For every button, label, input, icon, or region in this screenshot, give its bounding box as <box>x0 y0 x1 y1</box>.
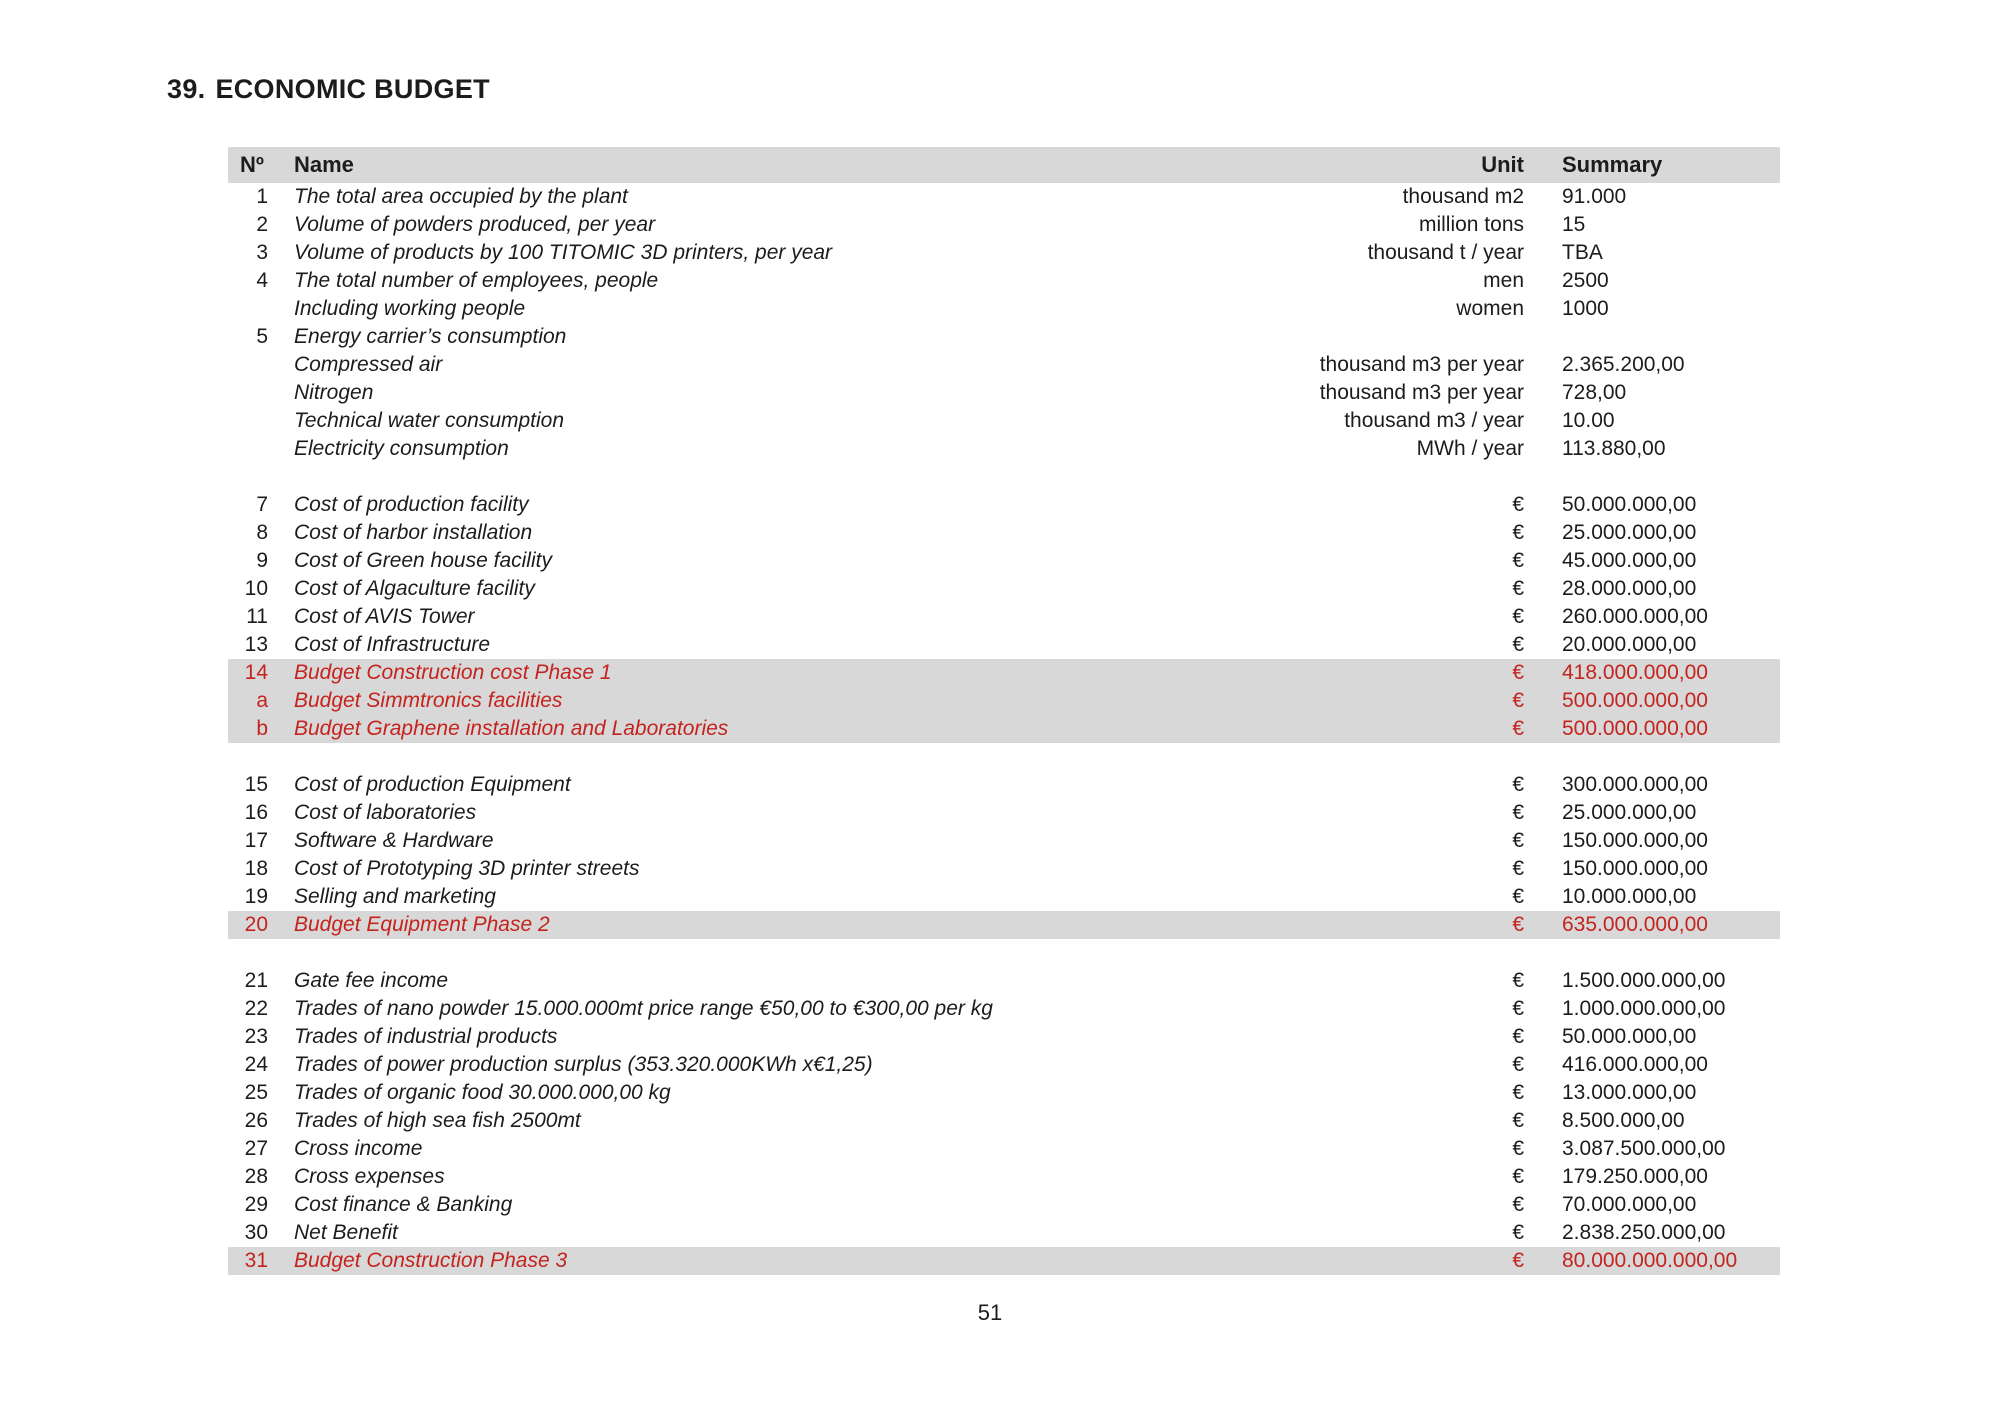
row-name: Including working people <box>294 297 526 320</box>
table-row <box>228 239 1780 267</box>
row-summary: 416.000.000,00 <box>1562 1053 1708 1076</box>
row-name: Energy carrier’s consumption <box>294 325 567 348</box>
row-name: Cost of Prototyping 3D printer streets <box>294 857 640 880</box>
row-summary: 1.000.000.000,00 <box>1562 997 1726 1020</box>
row-summary: 2.838.250.000,00 <box>1562 1221 1726 1244</box>
row-name: Cost of production facility <box>294 493 529 516</box>
row-name: The total area occupied by the plant <box>294 185 628 208</box>
row-no: 4 <box>256 269 268 292</box>
row-summary: 50.000.000,00 <box>1562 493 1697 516</box>
row-unit: € <box>1512 1193 1524 1216</box>
table-spacer-row <box>228 463 1780 491</box>
row-name: Budget Construction cost Phase 1 <box>294 661 612 684</box>
row-summary: 50.000.000,00 <box>1562 1025 1697 1048</box>
row-no: 14 <box>244 661 268 684</box>
table-row <box>228 1163 1780 1191</box>
row-no: 30 <box>244 1221 268 1244</box>
row-no: 5 <box>256 325 268 348</box>
row-no: 18 <box>244 857 268 880</box>
table-row <box>228 351 1780 379</box>
table-row <box>228 911 1780 939</box>
table-row <box>228 995 1780 1023</box>
row-summary: 500.000.000,00 <box>1562 689 1708 712</box>
row-unit: € <box>1512 1025 1524 1048</box>
table-row <box>228 855 1780 883</box>
row-summary: 25.000.000,00 <box>1562 521 1697 544</box>
row-no: 24 <box>244 1053 268 1076</box>
row-unit: thousand m3 per year <box>1319 381 1524 404</box>
row-unit: thousand m3 / year <box>1344 409 1524 432</box>
row-summary: 20.000.000,00 <box>1562 633 1697 656</box>
row-name: Cost of Algaculture facility <box>294 577 535 600</box>
row-unit: € <box>1512 1081 1524 1104</box>
row-name: Software & Hardware <box>294 829 494 852</box>
table-row <box>228 1219 1780 1247</box>
row-name: Trades of high sea fish 2500mt <box>294 1109 581 1132</box>
row-name: Cost finance & Banking <box>294 1193 513 1216</box>
row-name: Cost of Green house facility <box>294 549 552 572</box>
row-summary: 28.000.000,00 <box>1562 577 1697 600</box>
row-name: Cross expenses <box>294 1165 445 1188</box>
row-unit: € <box>1512 521 1524 544</box>
row-unit: MWh / year <box>1416 437 1524 460</box>
row-summary: 13.000.000,00 <box>1562 1081 1697 1104</box>
row-name: Trades of organic food 30.000.000,00 kg <box>294 1081 671 1104</box>
row-summary: 179.250.000,00 <box>1562 1165 1708 1188</box>
row-no: 2 <box>256 213 268 236</box>
row-unit: thousand t / year <box>1367 241 1524 264</box>
row-summary: 45.000.000,00 <box>1562 549 1697 572</box>
table-row <box>228 323 1780 351</box>
row-name: Electricity consumption <box>294 437 509 460</box>
table-row <box>228 883 1780 911</box>
table-row <box>228 491 1780 519</box>
header-no: Nº <box>240 152 264 177</box>
row-summary: 418.000.000,00 <box>1562 661 1708 684</box>
row-unit: € <box>1512 577 1524 600</box>
row-summary: 15 <box>1562 213 1586 236</box>
row-summary: 80.000.000.000,00 <box>1562 1249 1738 1272</box>
table-spacer-row <box>228 743 1780 771</box>
row-unit: thousand m3 per year <box>1319 353 1524 376</box>
row-summary: 1000 <box>1562 297 1609 320</box>
table-spacer-row <box>228 939 1780 967</box>
budget-table-body <box>228 183 1780 1275</box>
row-no: 31 <box>244 1249 268 1272</box>
row-summary: 1.500.000.000,00 <box>1562 969 1726 992</box>
row-summary: 70.000.000,00 <box>1562 1193 1697 1216</box>
row-unit: € <box>1512 885 1524 908</box>
row-unit: € <box>1512 857 1524 880</box>
row-no: 21 <box>244 969 268 992</box>
table-row <box>228 435 1780 463</box>
row-unit: € <box>1512 1165 1524 1188</box>
row-name: Nitrogen <box>294 381 374 404</box>
table-row <box>228 631 1780 659</box>
row-no: 3 <box>256 241 268 264</box>
row-no: 25 <box>244 1081 268 1104</box>
row-unit: € <box>1512 633 1524 656</box>
row-unit: men <box>1483 269 1524 292</box>
row-unit: € <box>1512 1249 1524 1272</box>
row-no: 20 <box>244 913 268 936</box>
row-summary: 2500 <box>1562 269 1609 292</box>
table-row <box>228 183 1780 211</box>
budget-table <box>228 147 1780 1275</box>
table-row <box>228 211 1780 239</box>
row-unit: € <box>1512 997 1524 1020</box>
table-row <box>228 687 1780 715</box>
row-summary: 3.087.500.000,00 <box>1562 1137 1726 1160</box>
row-no: 9 <box>256 549 268 572</box>
row-unit: € <box>1512 969 1524 992</box>
row-no: 11 <box>246 605 268 628</box>
table-row <box>228 1023 1780 1051</box>
row-name: Cost of AVIS Tower <box>294 605 475 628</box>
row-unit: € <box>1512 829 1524 852</box>
table-row <box>228 771 1780 799</box>
table-row <box>228 267 1780 295</box>
row-name: Budget Construction Phase 3 <box>294 1249 568 1272</box>
section-number: 39. <box>167 74 206 104</box>
row-name: Trades of industrial products <box>294 1025 558 1048</box>
page-title <box>167 74 490 105</box>
row-unit: € <box>1512 493 1524 516</box>
table-row <box>228 967 1780 995</box>
header-name: Name <box>294 152 354 177</box>
table-row <box>228 547 1780 575</box>
table-row <box>228 827 1780 855</box>
row-summary: 91.000 <box>1562 185 1627 208</box>
table-row <box>228 575 1780 603</box>
table-row <box>228 295 1780 323</box>
table-header-row <box>228 147 1780 183</box>
section-title: ECONOMIC BUDGET <box>215 74 490 104</box>
table-row <box>228 379 1780 407</box>
row-no: 16 <box>244 801 268 824</box>
row-name: Volume of products by 100 TITOMIC 3D printers, per year <box>294 241 833 264</box>
row-name: Cost of laboratories <box>294 801 477 824</box>
row-summary: 500.000.000,00 <box>1562 717 1708 740</box>
row-no: 7 <box>256 493 268 516</box>
row-summary: 150.000.000,00 <box>1562 857 1708 880</box>
row-name: Selling and marketing <box>294 885 496 908</box>
row-summary: 728,00 <box>1562 381 1627 404</box>
table-row <box>228 1051 1780 1079</box>
row-no: b <box>256 717 268 740</box>
row-unit: € <box>1512 1221 1524 1244</box>
row-name: Cross income <box>294 1137 423 1160</box>
table-row <box>228 1107 1780 1135</box>
row-summary: 25.000.000,00 <box>1562 801 1697 824</box>
row-no: 26 <box>244 1109 268 1132</box>
row-name: Volume of powders produced, per year <box>294 213 656 236</box>
row-no: 13 <box>244 633 268 656</box>
row-no: 23 <box>244 1025 268 1048</box>
row-no: 27 <box>244 1137 268 1160</box>
table-row <box>228 1135 1780 1163</box>
row-summary: 10.000.000,00 <box>1562 885 1697 908</box>
table-row <box>228 1079 1780 1107</box>
table-row <box>228 715 1780 743</box>
table-row <box>228 603 1780 631</box>
row-name: Technical water consumption <box>294 409 565 432</box>
row-unit: million tons <box>1418 213 1524 236</box>
row-summary: 300.000.000,00 <box>1562 773 1708 796</box>
row-name: Net Benefit <box>294 1221 398 1244</box>
row-no: 19 <box>244 885 268 908</box>
row-name: Trades of power production surplus (353.320.000KWh x€1,25) <box>294 1053 873 1076</box>
row-name: Trades of nano powder 15.000.000mt price range €50,00 to €300,00 per kg <box>294 997 993 1020</box>
row-name: Compressed air <box>294 353 443 376</box>
row-summary: 10.00 <box>1562 409 1615 432</box>
row-unit: € <box>1512 1053 1524 1076</box>
row-summary: 260.000.000,00 <box>1562 605 1708 628</box>
row-name: Budget Equipment Phase 2 <box>294 913 550 936</box>
row-name: Budget Graphene installation and Laboratories <box>294 717 729 740</box>
row-unit: € <box>1512 689 1524 712</box>
row-summary: 635.000.000,00 <box>1562 913 1708 936</box>
row-name: Cost of harbor installation <box>294 521 533 544</box>
row-name: Cost of production Equipment <box>294 773 571 796</box>
row-no: 8 <box>256 521 268 544</box>
table-row <box>228 519 1780 547</box>
table-row <box>228 659 1780 687</box>
row-unit: € <box>1512 913 1524 936</box>
row-unit: € <box>1512 661 1524 684</box>
row-summary: 8.500.000,00 <box>1562 1109 1685 1132</box>
row-name: Cost of Infrastructure <box>294 633 491 656</box>
row-name: The total number of employees, people <box>294 269 659 292</box>
row-unit: € <box>1512 1137 1524 1160</box>
row-unit: € <box>1512 1109 1524 1132</box>
table-row <box>228 799 1780 827</box>
row-unit: thousand m2 <box>1402 185 1524 208</box>
row-no: a <box>256 689 268 712</box>
row-no: 15 <box>244 773 268 796</box>
row-summary: 2.365.200,00 <box>1562 353 1685 376</box>
header-unit: Unit <box>1481 152 1524 177</box>
row-summary: 113.880,00 <box>1562 437 1666 460</box>
table-row <box>228 407 1780 435</box>
header-summary: Summary <box>1562 152 1663 177</box>
row-no: 22 <box>244 997 268 1020</box>
row-no: 29 <box>244 1193 268 1216</box>
row-name: Budget Simmtronics facilities <box>294 689 563 712</box>
row-unit: € <box>1512 605 1524 628</box>
row-summary: TBA <box>1562 241 1603 264</box>
row-unit: women <box>1456 297 1524 320</box>
row-unit: € <box>1512 717 1524 740</box>
page-number: 51 <box>977 1300 1003 1325</box>
row-summary: 150.000.000,00 <box>1562 829 1708 852</box>
row-unit: € <box>1512 801 1524 824</box>
row-unit: € <box>1512 773 1524 796</box>
row-name: Gate fee income <box>294 969 449 992</box>
table-row <box>228 1247 1780 1275</box>
row-unit: € <box>1512 549 1524 572</box>
table-row <box>228 1191 1780 1219</box>
row-no: 28 <box>244 1165 268 1188</box>
row-no: 17 <box>244 829 268 852</box>
row-no: 1 <box>256 185 268 208</box>
row-no: 10 <box>244 577 268 600</box>
